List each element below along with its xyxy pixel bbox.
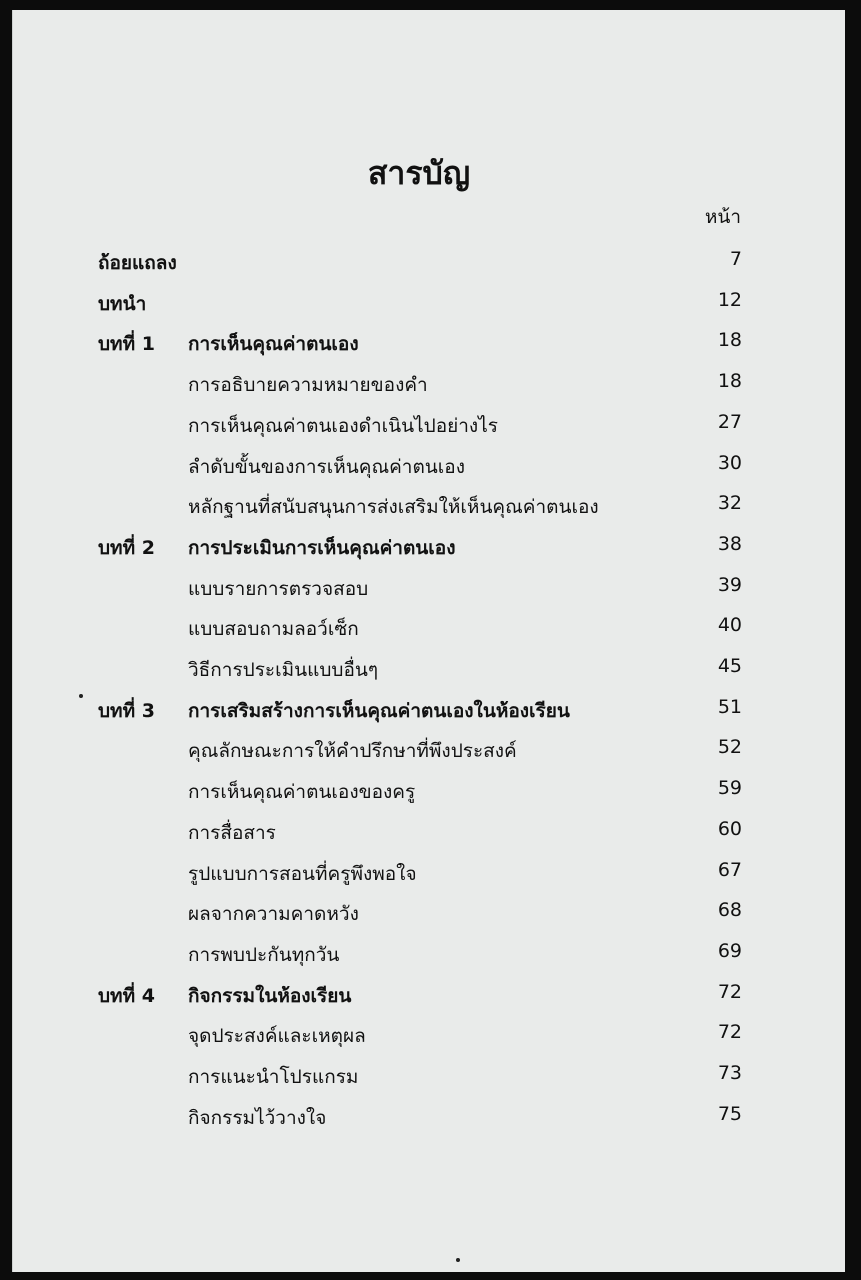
toc-entry-title: การเห็นคุณค่าตนเองดำเนินไปอย่างไร	[188, 415, 498, 437]
toc-entry	[13, 981, 845, 1011]
toc-entry-title: รูปแบบการสอนที่ครูพึงพอใจ	[188, 863, 417, 885]
toc-chapter-number: บทที่ 3	[98, 700, 155, 722]
toc-entry-title: แบบสอบถามลอว์เซ็ก	[188, 618, 359, 640]
speck-mark	[79, 694, 83, 698]
toc-page-number: 45	[717, 655, 742, 677]
toc-page-number: 18	[717, 370, 742, 392]
toc-chapter-number: บทที่ 1	[98, 333, 155, 355]
toc-entry-title: จุดประสงค์และเหตุผล	[188, 1025, 366, 1047]
toc-entry	[13, 411, 845, 441]
toc-page-number: 73	[717, 1062, 742, 1084]
toc-entry	[13, 574, 845, 604]
toc-page-number: 38	[717, 533, 742, 555]
toc-entry-title: การเสริมสร้างการเห็นคุณค่าตนเองในห้องเรียน	[188, 700, 570, 722]
toc-page-number: 39	[717, 574, 742, 596]
toc-entry	[13, 1062, 845, 1092]
toc-entry-title: วิธีการประเมินแบบอื่นๆ	[188, 659, 379, 681]
toc-page-number: 59	[717, 777, 742, 799]
toc-entry	[13, 1103, 845, 1133]
table-of-contents	[13, 10, 845, 1272]
toc-entry-title: การเห็นคุณค่าตนเอง	[188, 333, 359, 355]
toc-entry-title: ถ้อยแถลง	[98, 252, 177, 274]
toc-page-number: 72	[717, 981, 742, 1003]
toc-entry-title: การแนะนำโปรแกรม	[188, 1066, 359, 1088]
toc-entry-title: การพบปะกันทุกวัน	[188, 944, 340, 966]
toc-entry-title: ผลจากความคาดหวัง	[188, 903, 359, 925]
toc-chapter-number: บทที่ 4	[98, 985, 155, 1007]
toc-entry	[13, 248, 845, 278]
toc-entry	[13, 859, 845, 889]
toc-entry-title: การอธิบายความหมายของคำ	[188, 374, 428, 396]
toc-entry-title: แบบรายการตรวจสอบ	[188, 578, 369, 600]
page-column-header: หน้า	[704, 206, 741, 228]
toc-page-number: 7	[729, 248, 742, 270]
toc-entry-title: ลำดับขั้นของการเห็นคุณค่าตนเอง	[188, 456, 465, 478]
toc-entry-title: หลักฐานที่สนับสนุนการส่งเสริมให้เห็นคุณค่าตนเอง	[188, 496, 599, 518]
toc-chapter-number: บทที่ 2	[98, 537, 155, 559]
toc-entry	[13, 1021, 845, 1051]
speck-mark	[456, 1258, 460, 1262]
toc-page-number: 75	[717, 1103, 742, 1125]
toc-page-number: 52	[717, 736, 742, 758]
toc-page-number: 18	[717, 329, 742, 351]
toc-entry-title: คุณลักษณะการให้คำปรึกษาที่พึงประสงค์	[188, 740, 517, 762]
toc-page-number: 68	[717, 899, 742, 921]
toc-entry	[13, 777, 845, 807]
toc-entry-title: การประเมินการเห็นคุณค่าตนเอง	[188, 537, 456, 559]
toc-entry	[13, 370, 845, 400]
document-page	[12, 10, 845, 1272]
page-title: สารบัญ	[367, 154, 471, 192]
toc-page-number: 72	[717, 1021, 742, 1043]
toc-entry	[13, 696, 845, 726]
toc-entry	[13, 818, 845, 848]
toc-entry	[13, 533, 845, 563]
toc-page-number: 51	[717, 696, 742, 718]
toc-page-number: 12	[717, 289, 742, 311]
toc-entry	[13, 289, 845, 319]
toc-entry	[13, 452, 845, 482]
toc-entry	[13, 899, 845, 929]
toc-entry	[13, 329, 845, 359]
toc-entry	[13, 736, 845, 766]
toc-page-number: 32	[717, 492, 742, 514]
toc-entry	[13, 492, 845, 522]
toc-page-number: 60	[717, 818, 742, 840]
toc-page-number: 67	[717, 859, 742, 881]
toc-page-number: 69	[717, 940, 742, 962]
toc-page-number: 30	[717, 452, 742, 474]
toc-entry	[13, 614, 845, 644]
toc-page-number: 27	[717, 411, 742, 433]
toc-entry-title: การสื่อสาร	[188, 822, 276, 844]
toc-entry-title: บทนำ	[98, 293, 147, 315]
toc-entry-title: กิจกรรมไว้วางใจ	[188, 1107, 327, 1129]
toc-entry-title: กิจกรรมในห้องเรียน	[188, 985, 352, 1007]
toc-page-number: 40	[717, 614, 742, 636]
toc-entry	[13, 940, 845, 970]
toc-entry	[13, 655, 845, 685]
toc-entry-title: การเห็นคุณค่าตนเองของครู	[188, 781, 416, 803]
